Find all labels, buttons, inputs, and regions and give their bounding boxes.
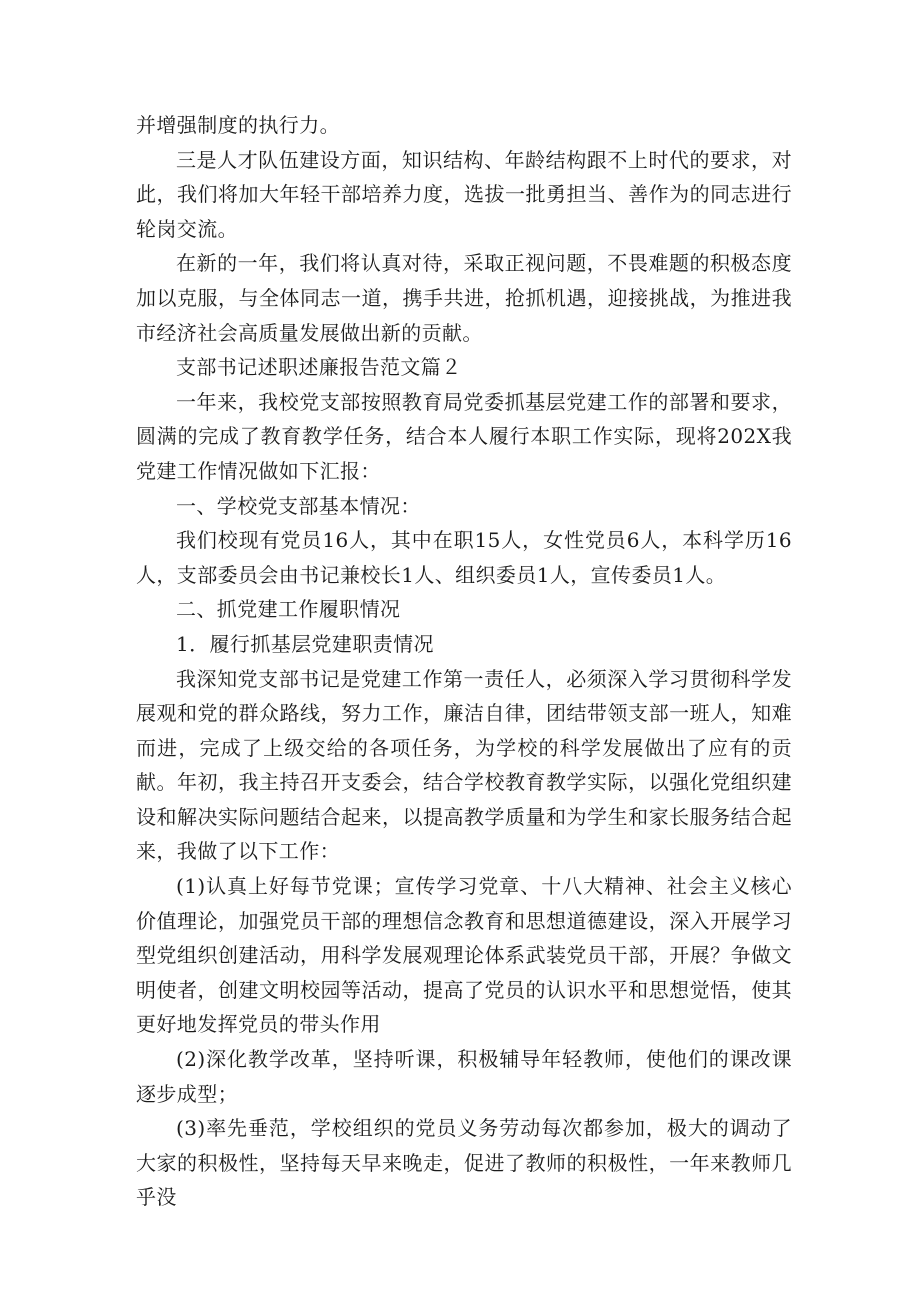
paragraph-continuation: 并增强制度的执行力。 (136, 113, 340, 137)
list-item-lead-by-example: (3)率先垂范，学校组织的党员义务劳动每次都参加，极大的调动了大家的积极性，坚持每天早来晚走，促进了教师的积极性，一年来教师几乎没 (136, 1116, 792, 1210)
subheading-grassroots-duty: 1．履行抓基层党建职责情况 (176, 631, 434, 656)
heading-basic-situation: 一、学校党支部基本情况： (176, 493, 421, 518)
list-item-party-lessons: (1)认真上好每节党课；宣传学习党章、十八大精神、社会主义核心价值理论，加强党员干部的理想信念教育和思想道德建设，深入开展学习型党组织创建活动，用科学发展观理论体系武装党员干部，开展？争做文明使者，创建文明校园等活动，提高了党员的认识水平和思想觉悟，使其更好地发挥党员的带头作用 (136, 874, 792, 1037)
paragraph-member-stats: 我们校现有党员16人，其中在职15人，女性党员6人，本科学历16人，支部委员会由书记兼校长1人、组织委员1人，宣传委员1人。 (136, 528, 792, 587)
paragraph-intro: 一年来，我校党支部按照教育局党委抓基层党建工作的部署和要求，圆满的完成了教育教学任务，结合本人履行本职工作实际，现将202X我党建工作情况做如下汇报： (136, 389, 792, 483)
section-title-article-2: 支部书记述职述廉报告范文篇２ (176, 355, 462, 380)
paragraph-new-year: 在新的一年，我们将认真对待，采取正视问题，不畏难题的积极态度加以克服，与全体同志一道，携手共进，抢抓机遇，迎接挑战，为推进我市经济社会高质量发展做出新的贡献。 (136, 251, 792, 345)
paragraph-talent-team: 三是人才队伍建设方面，知识结构、年龄结构跟不上时代的要求，对此，我们将加大年轻干部培养力度，选拔一批勇担当、善作为的同志进行轮岗交流。 (136, 147, 792, 241)
list-item-teaching-reform: (2)深化教学改革，坚持听课，积极辅导年轻教师，使他们的课改课逐步成型； (136, 1047, 792, 1106)
page-bottom-margin (0, 1270, 920, 1301)
document-body (136, 108, 792, 1215)
heading-duty-performance: 二、抓党建工作履职情况 (176, 597, 401, 622)
paragraph-secretary-responsibility: 我深知党支部书记是党建工作第一责任人，必须深入学习贯彻科学发展观和党的群众路线，努力工作，廉洁自律，团结带领支部一班人，知难而进，完成了上级交给的各项任务，为学校的科学发展做出了应有的贡献。年初，我主持召开支委会，结合学校教育教学实际，以强化党组织建设和解决实际问题结合起来，以提高教学质量和为学生和家长服务结合起来，我做了以下工作： (136, 666, 792, 864)
